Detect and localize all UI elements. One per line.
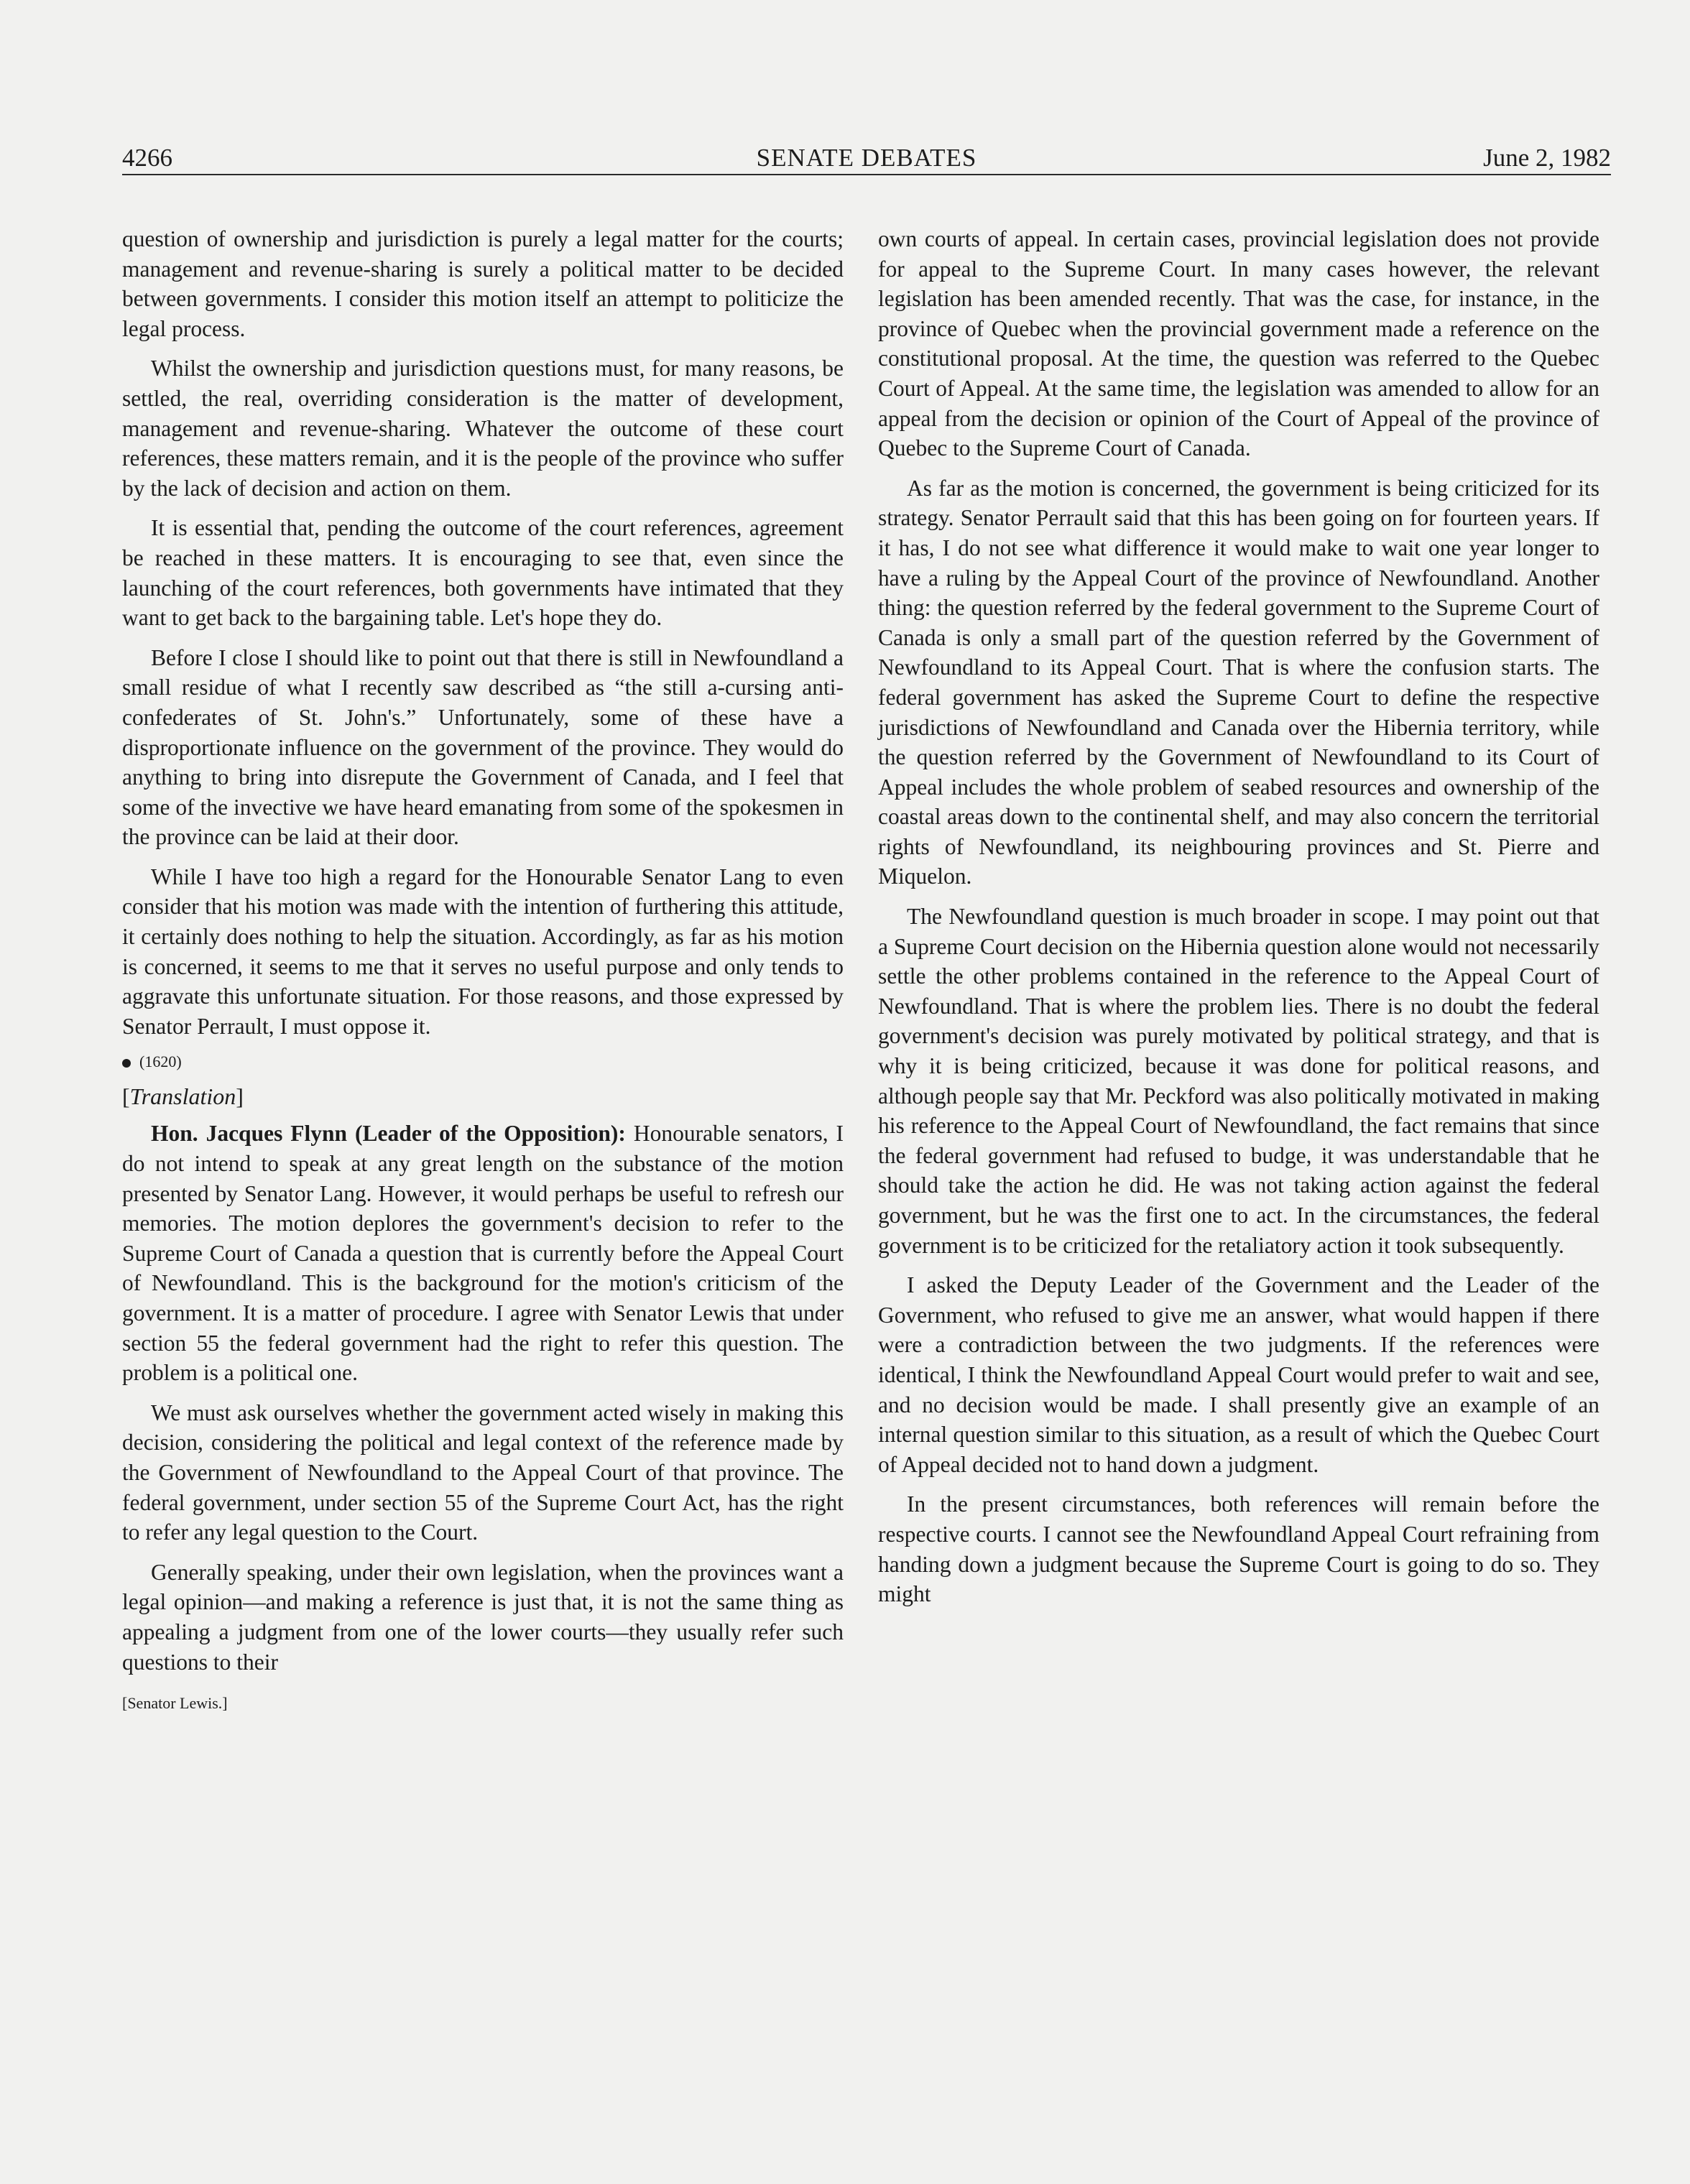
paragraph: The Newfoundland question is much broader in scope. I may point out that a Supreme Court decision on the Hibernia question alone would not necessarily settle the other problems contained in the reference to the Appeal Court of Newfoundland. That is where the problem lies. There is no doubt the federal government's decision was purely motivated by political strategy, and that is why it is being criticized, because it was done for political reasons, and although people say that Mr. Peckford was also politically motivated in making his reference to the Appeal Court of Newfoundland, the fact remains that since the federal government had refused to budge, it was understandable that he should take the action he did. He was not taking action against the federal government, but he was the first one to act. In the circumstances, the federal government is to be criticized for the retaliatory action it took subsequently. (878, 904, 1599, 1258)
paragraph: As far as the motion is concerned, the government is being criticized for its strategy. Senator Perrault said that this has been going on for fourteen years. If it has, I do not see what difference it would make to wait one year longer to have a ruling by the Appeal Court of the province of Newfoundland. Another thing: the question referred by the federal government to the Supreme Court of Canada is only a small part of the question referred by the Government of Newfoundland to its Appeal Court. That is where the confusion starts. The federal government has asked the Supreme Court to define the respective jurisdictions of Newfoundland and Canada over the Hibernia territory, while the question referred by the Government of Newfoundland to its Court of Appeal includes the whole problem of seabed resources and ownership of the coastal areas down to the continental shelf, and may also concern the territorial rights of Newfoundland, its neighbouring provinces and St. Pierre and Miquelon. (878, 475, 1599, 889)
paragraph: I asked the Deputy Leader of the Government and the Leader of the Government, who refused to give me an answer, what would happen if there were a contradiction between the two judgments. If the references were identical, I think the Newfoundland Appeal Court would prefer to wait and see, and no decision would be made. I shall presently give an example of an internal question similar to this situation, as a result of which the Quebec Court of Appeal decided not to hand down a judgment. (878, 1272, 1599, 1477)
bullet-icon (122, 1059, 131, 1068)
time-marker (122, 1051, 844, 1073)
paragraph: question of ownership and jurisdiction is purely a legal matter for the courts; management and revenue-sharing is surely a political matter to be decided between governments. I consider this motion itself an attempt to politicize the legal process. (122, 226, 844, 341)
paragraph: Whilst the ownership and jurisdiction questions must, for many reasons, be settled, the real, overriding consideration is the matter of development, management and revenue-sharing. Whatever the outcome of these court references, these matters remain, and it is the people of the province who suffer by the lack of decision and action on them. (122, 356, 844, 501)
speaker-name: Hon. Jacques Flynn (Leader of the Opposition): (151, 1121, 626, 1147)
speaker-footnote: [Senator Lewis.] (122, 1694, 228, 1713)
translation-word: Translation (129, 1083, 236, 1110)
paragraph: In the present circumstances, both references will remain before the respective courts. I cannot see the Newfoundland Appeal Court refraining from handing down a judgment because the Supreme Court is going to do so. They might (878, 1491, 1599, 1607)
paragraph: Before I close I should like to point out that there is still in Newfoundland a small residue of what I recently saw described as “the still a-cursing anti-confederates of St. John's.” Unfortunately, some of these have a disproportionate influence on the government of the province. They would do anything to bring into disrepute the Government of Canada, and I feel that some of the invective we have heard emanating from some of the spokesmen in the province can be laid at their door. (122, 644, 844, 850)
page-header (122, 141, 1611, 175)
right-column (878, 224, 1599, 1619)
header-rule (122, 174, 1611, 175)
page-number: 4266 (122, 144, 172, 172)
left-column (122, 224, 844, 1714)
paragraph: We must ask ourselves whether the government acted wisely in making this decision, considering the political and legal context of the reference made by the Government of Newfoundland to the Appeal Court of that province. The federal government, under section 55 of the Supreme Court Act, has the right to refer any legal question to the Court. (122, 1399, 844, 1545)
paragraph: While I have too high a regard for the Honourable Senator Lang to even consider that his motion was made with the intention of furthering this attitude, it certainly does nothing to help the situation. Accordingly, as far as his motion is concerned, it seems to me that it serves no useful purpose and only tends to aggravate this unfortunate situation. For those reasons, and those expressed by Senator Perrault, I must oppose it. (122, 864, 844, 1039)
paragraph: It is essential that, pending the outcome of the court references, agreement be reached in these matters. It is encouraging to see that, even since the launching of the court references, both governments have intimated that they want to get back to the bargaining table. Let's hope they do. (122, 515, 844, 631)
speech-text: Honourable senators, I do not intend to speak at any great length on the substance of the motion presented by Senator Lang. However, it would perhaps be useful to refresh our memories. The motion deplores the government's decision to refer to the Supreme Court of Canada a question that is currently before the Appeal Court of Newfoundland. This is the background for the motion's criticism of the government. It is a matter of procedure. I agree with Senator Lewis that under section 55 the federal government had the right to refer this question. The problem is a political one. (122, 1121, 844, 1386)
paragraph: own courts of appeal. In certain cases, provincial legislation does not provide for appeal to the Supreme Court. In many cases however, the relevant legislation has been amended recently. That was the case, for instance, in the province of Quebec when the provincial government made a reference on the constitutional proposal. At the time, the question was referred to the Quebec Court of Appeal. At the same time, the legislation was amended to allow for an appeal from the decision or opinion of the Court of Appeal of the province of Quebec to the Supreme Court of Canada. (878, 226, 1599, 461)
paragraph: Generally speaking, under their own legislation, when the provinces want a legal opinion—and making a reference is just that, it is not the same thing as appealing a judgment from one of the lower courts—they usually refer such questions to their (122, 1559, 844, 1675)
publication-date: June 2, 1982 (1483, 144, 1611, 172)
time-marker-text: (1620) (139, 1052, 182, 1071)
publication-title: SENATE DEBATES (756, 144, 977, 172)
speech-paragraph (122, 1119, 844, 1387)
translation-label: [Translation] (122, 1083, 244, 1110)
